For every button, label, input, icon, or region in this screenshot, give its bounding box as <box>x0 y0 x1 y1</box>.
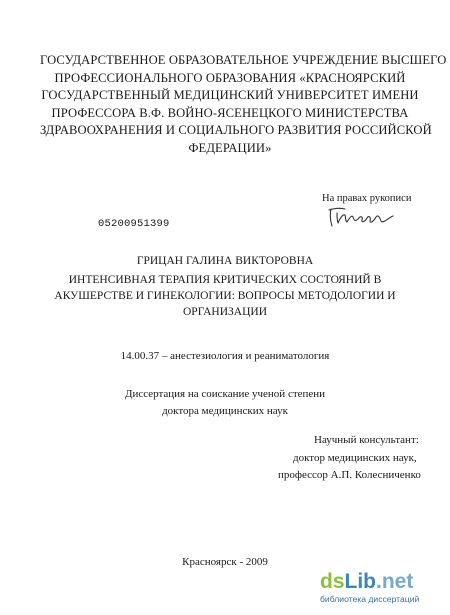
dissertation-title <box>50 272 400 321</box>
title-line: АКУШЕРСТВЕ И ГИНЕКОЛОГИИ: ВОПРОСЫ МЕТОДОЛОГИИ И <box>54 290 396 303</box>
specialty-code: 14.00.37 – анестезиология и реаниматология <box>120 350 330 362</box>
degree-line: Диссертация на соискание ученой степени <box>124 388 326 400</box>
institution-line: ФЕДЕРАЦИИ» <box>188 140 272 155</box>
dslib-watermark <box>320 571 448 604</box>
logo-part-net: .net <box>376 570 414 593</box>
dslib-logo <box>320 571 448 593</box>
institution-line: ГОСУДАРСТВЕННОЕ ОБРАЗОВАТЕЛЬНОЕ УЧРЕЖДЕНИЕ ВЫСШЕГО <box>40 53 447 67</box>
institution-header <box>40 52 447 158</box>
degree-statement <box>0 386 450 419</box>
handwritten-signature <box>325 204 397 230</box>
scientific-advisor <box>278 432 438 485</box>
logo-part-lib: Lib <box>344 570 377 593</box>
manuscript-rights-note: На правах рукописи <box>322 193 412 204</box>
registration-number: 05200951399 <box>98 218 170 230</box>
advisor-name: профессор А.П. Колесниченко <box>278 469 421 481</box>
title-line: ИНТЕНСИВНАЯ ТЕРАПИЯ КРИТИЧЕСКИХ СОСТОЯНИЙ В <box>68 274 382 286</box>
city-year: Красноярск - 2009 <box>182 556 268 568</box>
degree-line: доктора медицинских наук <box>162 404 288 417</box>
author-name: ГРИЦАН ГАЛИНА ВИКТОРОВНА <box>136 255 314 267</box>
institution-line: ГОСУДАРСТВЕННЫЙ МЕДИЦИНСКИЙ УНИВЕРСИТЕТ ИМЕНИ <box>41 88 419 103</box>
institution-line: ПРОФЕССОРА В.Ф. ВОЙНО-ЯСЕНЕЦКОГО МИНИСТЕРСТВА <box>51 105 409 120</box>
institution-line: ПРОФЕССИОНАЛЬНОГО ОБРАЗОВАНИЯ «КРАСНОЯРСКИЙ <box>54 70 406 85</box>
title-line: ОРГАНИЗАЦИИ <box>183 306 267 319</box>
watermark-subtitle: библиотека диссертаций <box>320 594 420 604</box>
advisor-heading: Научный консультант: <box>314 434 419 446</box>
logo-part-ds: ds <box>320 570 345 593</box>
advisor-degree: доктор медицинских наук, <box>293 451 417 464</box>
institution-line: ЗДРАВООХРАНЕНИЯ И СОЦИАЛЬНОГО РАЗВИТИЯ РОССИЙСКОЙ <box>40 123 432 138</box>
